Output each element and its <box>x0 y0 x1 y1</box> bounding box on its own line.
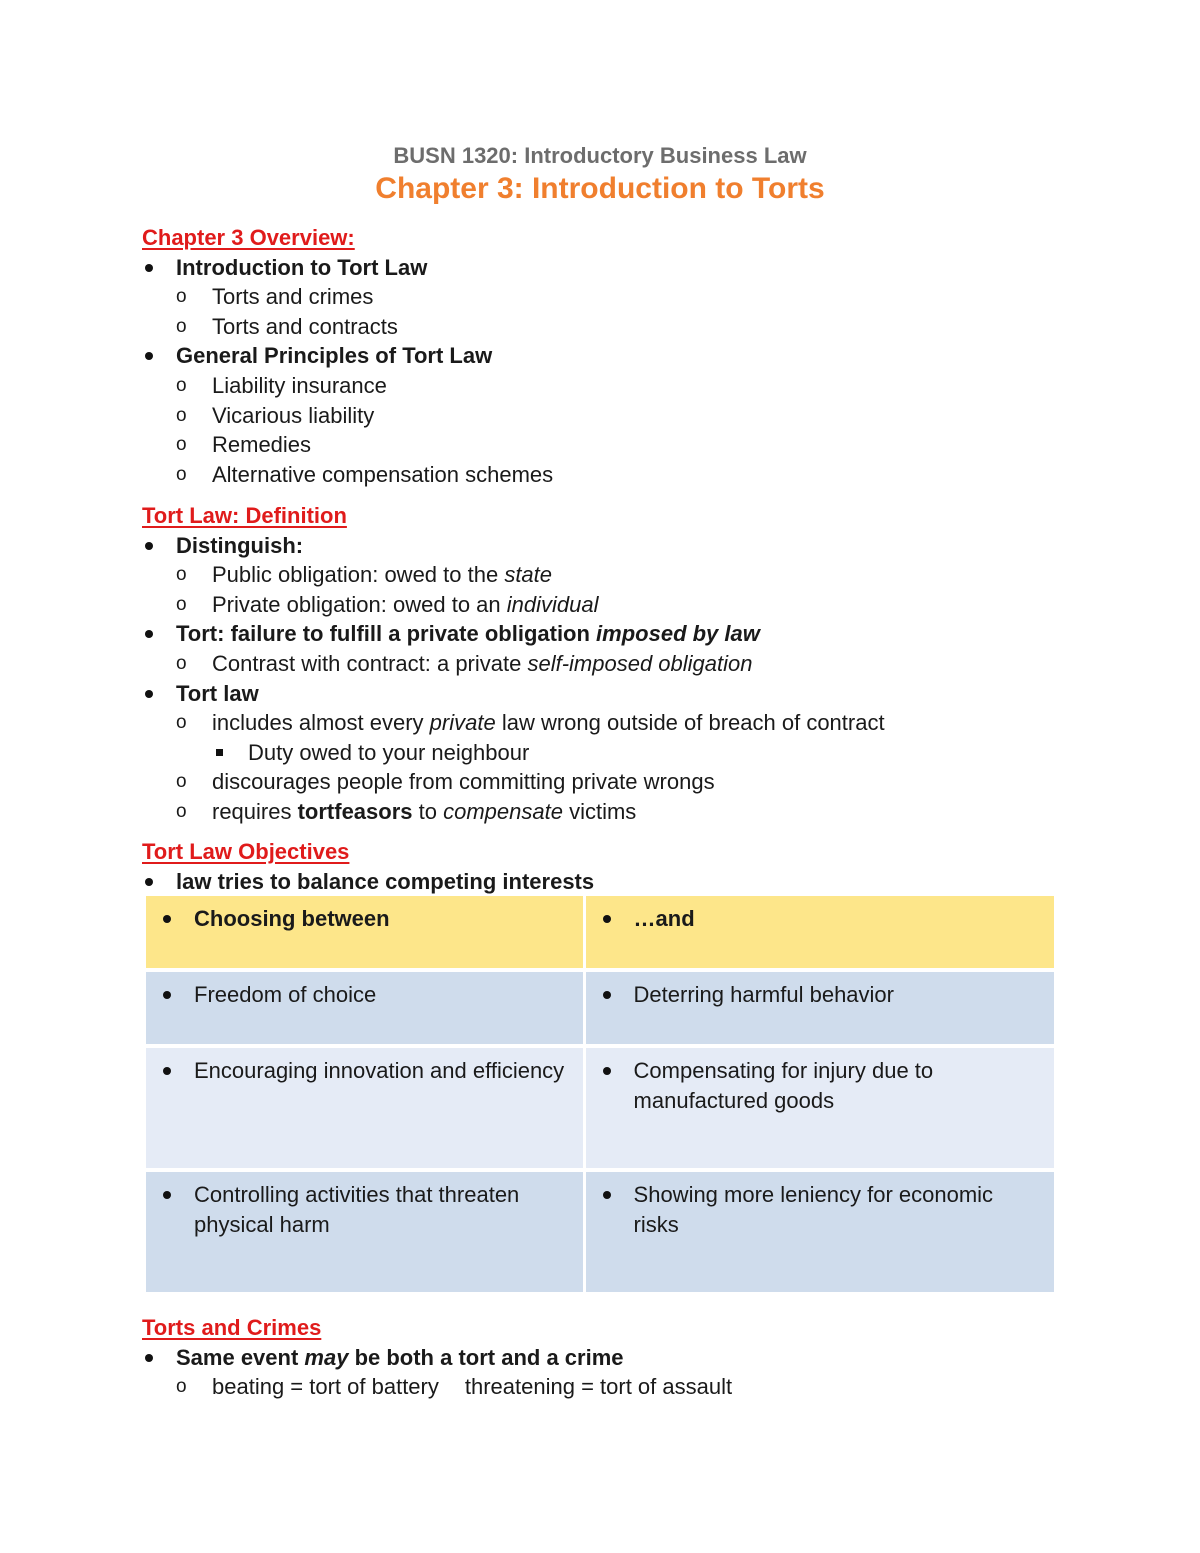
text-run: individual <box>506 591 599 617</box>
course-title: BUSN 1320: Introductory Business Law <box>393 143 807 168</box>
list-item: o Remedies <box>142 430 1062 460</box>
text-run: beating = tort of battery <box>212 1374 439 1400</box>
list-item: Distinguish: <box>142 531 1062 561</box>
list-item <box>142 797 1062 827</box>
list-item: o Vicarious liability <box>142 401 1062 431</box>
overview-heading: Chapter 3 Overview: <box>142 225 355 250</box>
list-item <box>142 1372 1062 1402</box>
text-run: Contrast with contract: a private <box>212 650 528 676</box>
text-run: includes almost every <box>212 710 430 736</box>
list-item <box>142 560 1062 590</box>
text-run: Private obligation: owed to an <box>212 591 507 617</box>
list-item <box>142 619 1062 649</box>
text-run: Same event <box>176 1344 305 1370</box>
crimes-heading: Torts and Crimes <box>142 1315 322 1340</box>
list-item: law tries to balance competing interests <box>142 867 1062 897</box>
chapter-title: Chapter 3: Introduction to Torts <box>375 172 825 205</box>
list-item: o discourages people from committing private wrongs <box>142 767 1062 797</box>
crimes-section <box>142 1313 1062 1402</box>
table-header-cell: Choosing between <box>146 896 583 972</box>
text-run: may <box>304 1344 349 1370</box>
text-run: state <box>504 562 553 588</box>
objectives-section <box>142 837 1062 896</box>
list-item: o Torts and contracts <box>142 312 1062 342</box>
list-item <box>142 708 1062 738</box>
overview-section <box>142 223 1062 489</box>
table-header-row <box>146 896 1054 972</box>
definition-section <box>142 501 1062 827</box>
table-cell: Compensating for injury due to manufactured goods <box>586 1048 1054 1172</box>
text-run: imposed by law <box>596 621 760 647</box>
text-run: compensate <box>443 798 563 824</box>
list-item: o Liability insurance <box>142 371 1062 401</box>
text-run: private <box>429 710 496 736</box>
table-cell: Deterring harmful behavior <box>586 972 1054 1048</box>
table-header-cell: …and <box>586 896 1054 972</box>
definition-heading: Tort Law: Definition <box>142 503 347 528</box>
table-cell: Showing more leniency for economic risks <box>586 1172 1054 1292</box>
text-run: Public obligation: owed to the <box>212 562 505 588</box>
list-item <box>142 1343 1062 1373</box>
list-item: o Alternative compensation schemes <box>142 460 1062 490</box>
list-item: o Torts and crimes <box>142 282 1062 312</box>
text-run: self-imposed obligation <box>527 650 753 676</box>
list-item: Introduction to Tort Law <box>142 253 1062 283</box>
text-run: be both a tort and a crime <box>348 1344 624 1370</box>
text-run: threatening = tort of assault <box>464 1374 733 1400</box>
table-row <box>146 1048 1054 1172</box>
list-item <box>142 649 1062 679</box>
list-item: Duty owed to your neighbour <box>142 738 1062 768</box>
table-row <box>146 1172 1054 1292</box>
text-run: to <box>412 798 444 824</box>
objectives-heading: Tort Law Objectives <box>142 839 350 864</box>
table-cell: Encouraging innovation and efficiency <box>146 1048 583 1172</box>
text-run: requires <box>212 798 298 824</box>
table-row <box>146 972 1054 1048</box>
text-run: tortfeasors <box>297 798 413 824</box>
list-item: Tort law <box>142 679 1062 709</box>
objectives-table <box>143 896 1057 1292</box>
list-item: General Principles of Tort Law <box>142 341 1062 371</box>
text-run: law wrong outside of breach of contract <box>495 710 885 736</box>
list-item <box>142 590 1062 620</box>
text-run: victims <box>562 798 637 824</box>
text-run: Tort: failure to fulfill a private obligation <box>176 621 597 647</box>
table-cell: Freedom of choice <box>146 972 583 1048</box>
table-cell: Controlling activities that threaten physical harm <box>146 1172 583 1292</box>
